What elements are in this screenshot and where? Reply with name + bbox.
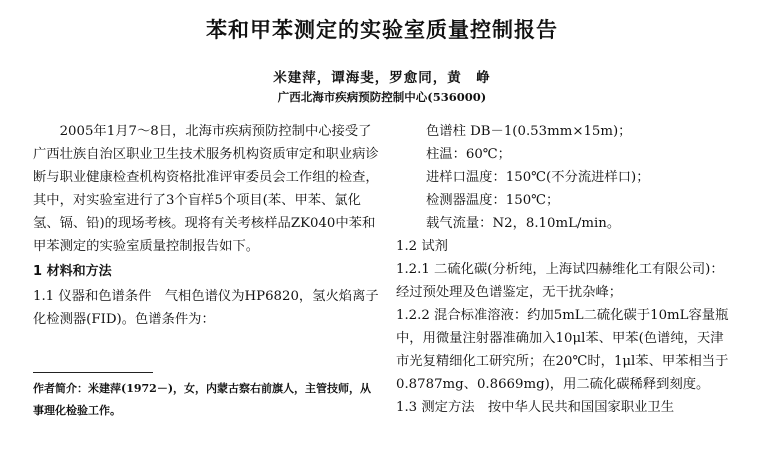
chromatography-param-inlet-temp: 进样口温度：150℃(不分流进样口)； [426, 170, 650, 185]
paper-title: 苯和甲苯测定的实验室质量控制报告 [206, 18, 558, 42]
author-footnote: 作者简介：米建萍(1972－)，女，内蒙古察右前旗人，主管技师，从事理化检验工作。 [33, 382, 372, 417]
footnote-divider [33, 372, 153, 373]
left-column [33, 120, 379, 331]
section-1-3-paragraph: 1.3 测定方法 按中华人民共和国国家职业卫生 [396, 400, 675, 415]
section-1-2-heading: 1.2 试剂 [396, 239, 448, 254]
section-1-2-2-paragraph: 1.2.2 混合标准溶液：约加5mL二硫化碳于10mL容量瓶中，用微量注射器准确加入10μl苯、甲苯(色谱纯，天津市光复精细化工研究所；在20℃时，1μl苯、甲苯相当于0.8787mg、0.8669mg)，用二硫化碳稀释到刻度。 [396, 308, 729, 392]
chromatography-param-column: 色谱柱 DB－1(0.53mm×15m)； [426, 124, 632, 139]
author-list: 米建萍，谭海斐，罗愈同，黄 峥 [273, 70, 491, 86]
intro-paragraph: 2005年1月7～8日，北海市疾病预防控制中心接受了广西壮族自治区职业卫生技术服务机构资质审定和职业病诊断与职业健康检查机构资格批准评审委员会工作组的检查，其中，对实验室进行了3个盲样5个项目(苯、甲苯、氯化氢、镉、铅)的现场考核。现将有关考核样品ZK040中苯和甲苯测定的实验室质量控制报告如下。 [33, 124, 379, 254]
chromatography-param-carrier-gas: 载气流量：N2，8.10mL/min。 [426, 216, 621, 231]
chromatography-param-column-temp: 柱温：60℃； [426, 147, 511, 162]
section-1-2-1-paragraph: 1.2.1 二硫化碳(分析纯，上海试四赫维化工有限公司)：经过预处理及色谱鉴定，无干扰杂峰； [396, 262, 724, 300]
section-1-heading: 1 材料和方法 [33, 264, 112, 279]
section-1-1-paragraph: 1.1 仪器和色谱条件 气相色谱仪为HP6820，氢火焰离子化检测器(FID)。色谱条件为： [33, 289, 379, 327]
author-affiliation: 广西北海市疾病预防控制中心(536000) [277, 90, 487, 104]
right-column [396, 120, 736, 419]
chromatography-param-detector-temp: 检测器温度：150℃； [426, 193, 560, 208]
